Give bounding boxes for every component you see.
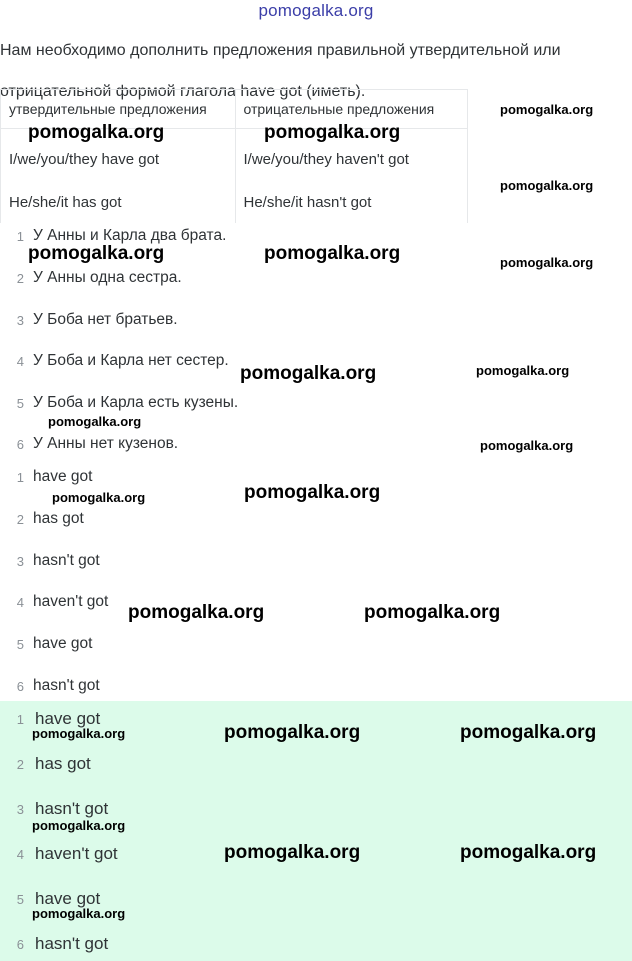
item-text: У Анны и Карла два брата. xyxy=(33,227,227,244)
item-number: 5 xyxy=(16,891,24,907)
list-item xyxy=(0,590,108,614)
item-text: hasn't got xyxy=(35,799,109,818)
watermark: pomogalka.org xyxy=(460,722,597,743)
item-text: have got xyxy=(35,889,101,908)
table-cell: I/we/you/they have got xyxy=(1,129,236,183)
list-item xyxy=(0,266,182,290)
watermark: pomogalka.org xyxy=(28,122,165,143)
table-header-affirmative: утвердительные предложения xyxy=(1,90,236,129)
table-header-negative: отрицательные предложения xyxy=(235,90,468,129)
item-number: 3 xyxy=(16,312,24,328)
site-header-link[interactable]: pomogalka.org xyxy=(258,1,374,20)
watermark: pomogalka.org xyxy=(32,726,126,741)
watermark: pomogalka.org xyxy=(500,255,594,270)
watermark: pomogalka.org xyxy=(480,438,574,453)
watermark: pomogalka.org xyxy=(52,490,146,505)
item-number: 1 xyxy=(16,228,24,244)
item-number: 1 xyxy=(16,469,24,485)
item-text: have got xyxy=(33,635,93,652)
watermark: pomogalka.org xyxy=(264,122,401,143)
item-text: haven't got xyxy=(35,844,118,863)
watermark: pomogalka.org xyxy=(500,178,594,193)
watermark: pomogalka.org xyxy=(364,602,501,623)
watermark: pomogalka.org xyxy=(500,102,594,117)
item-number: 3 xyxy=(16,801,24,817)
item-number: 1 xyxy=(16,711,24,727)
watermark: pomogalka.org xyxy=(48,414,142,429)
item-text: У Боба нет братьев. xyxy=(33,311,178,328)
item-text: hasn't got xyxy=(33,552,100,569)
item-number: 5 xyxy=(16,395,24,411)
list-item xyxy=(0,391,238,415)
item-text: haven't got xyxy=(33,593,109,610)
item-number: 4 xyxy=(16,353,24,369)
table-cell: He/she/it has got xyxy=(1,182,236,223)
table-row xyxy=(1,182,468,223)
item-text: У Анны одна сестра. xyxy=(33,269,182,286)
list-item xyxy=(0,632,92,656)
watermark: pomogalka.org xyxy=(264,243,401,264)
item-number: 6 xyxy=(16,436,24,452)
watermark: pomogalka.org xyxy=(32,818,126,833)
intro-line-1: Нам необходимо дополнить предложения правильной утвердительной или xyxy=(0,42,561,59)
watermark: pomogalka.org xyxy=(128,602,265,623)
item-text: has got xyxy=(35,754,91,773)
item-number: 2 xyxy=(16,756,24,772)
item-number: 2 xyxy=(16,511,24,527)
table-cell: He/she/it hasn't got xyxy=(235,182,468,223)
list-item xyxy=(0,549,100,573)
item-text: У Боба и Карла есть кузены. xyxy=(33,394,239,411)
item-number: 4 xyxy=(16,594,24,610)
item-text: hasn't got xyxy=(33,677,100,694)
watermark: pomogalka.org xyxy=(244,482,381,503)
watermark: pomogalka.org xyxy=(240,363,377,384)
item-number: 6 xyxy=(16,678,24,694)
item-text: have got xyxy=(35,709,101,728)
list-item xyxy=(0,842,118,866)
item-text: hasn't got xyxy=(35,934,109,953)
watermark: pomogalka.org xyxy=(32,906,126,921)
list-item xyxy=(0,349,229,373)
list-item xyxy=(0,932,108,956)
watermark: pomogalka.org xyxy=(460,842,597,863)
item-text: У Боба и Карла нет сестер. xyxy=(33,352,229,369)
list-item xyxy=(0,432,178,456)
list-item xyxy=(0,674,100,698)
watermark: pomogalka.org xyxy=(224,842,361,863)
list-item xyxy=(0,507,84,531)
list-item xyxy=(0,465,92,489)
item-number: 3 xyxy=(16,553,24,569)
intro-line-2: отрицательной формой глагола have got (иметь). xyxy=(0,83,366,100)
watermark: pomogalka.org xyxy=(476,363,570,378)
list-item xyxy=(0,308,178,332)
item-number: 6 xyxy=(16,936,24,952)
item-number: 4 xyxy=(16,846,24,862)
list-item xyxy=(0,752,91,776)
item-number: 5 xyxy=(16,636,24,652)
item-number: 2 xyxy=(16,270,24,286)
grammar-rules-table xyxy=(0,89,468,223)
watermark: pomogalka.org xyxy=(224,722,361,743)
item-text: У Анны нет кузенов. xyxy=(33,435,179,452)
watermark: pomogalka.org xyxy=(28,243,165,264)
item-text: has got xyxy=(33,510,84,527)
table-cell: I/we/you/they haven't got xyxy=(235,129,468,183)
item-text: have got xyxy=(33,468,93,485)
